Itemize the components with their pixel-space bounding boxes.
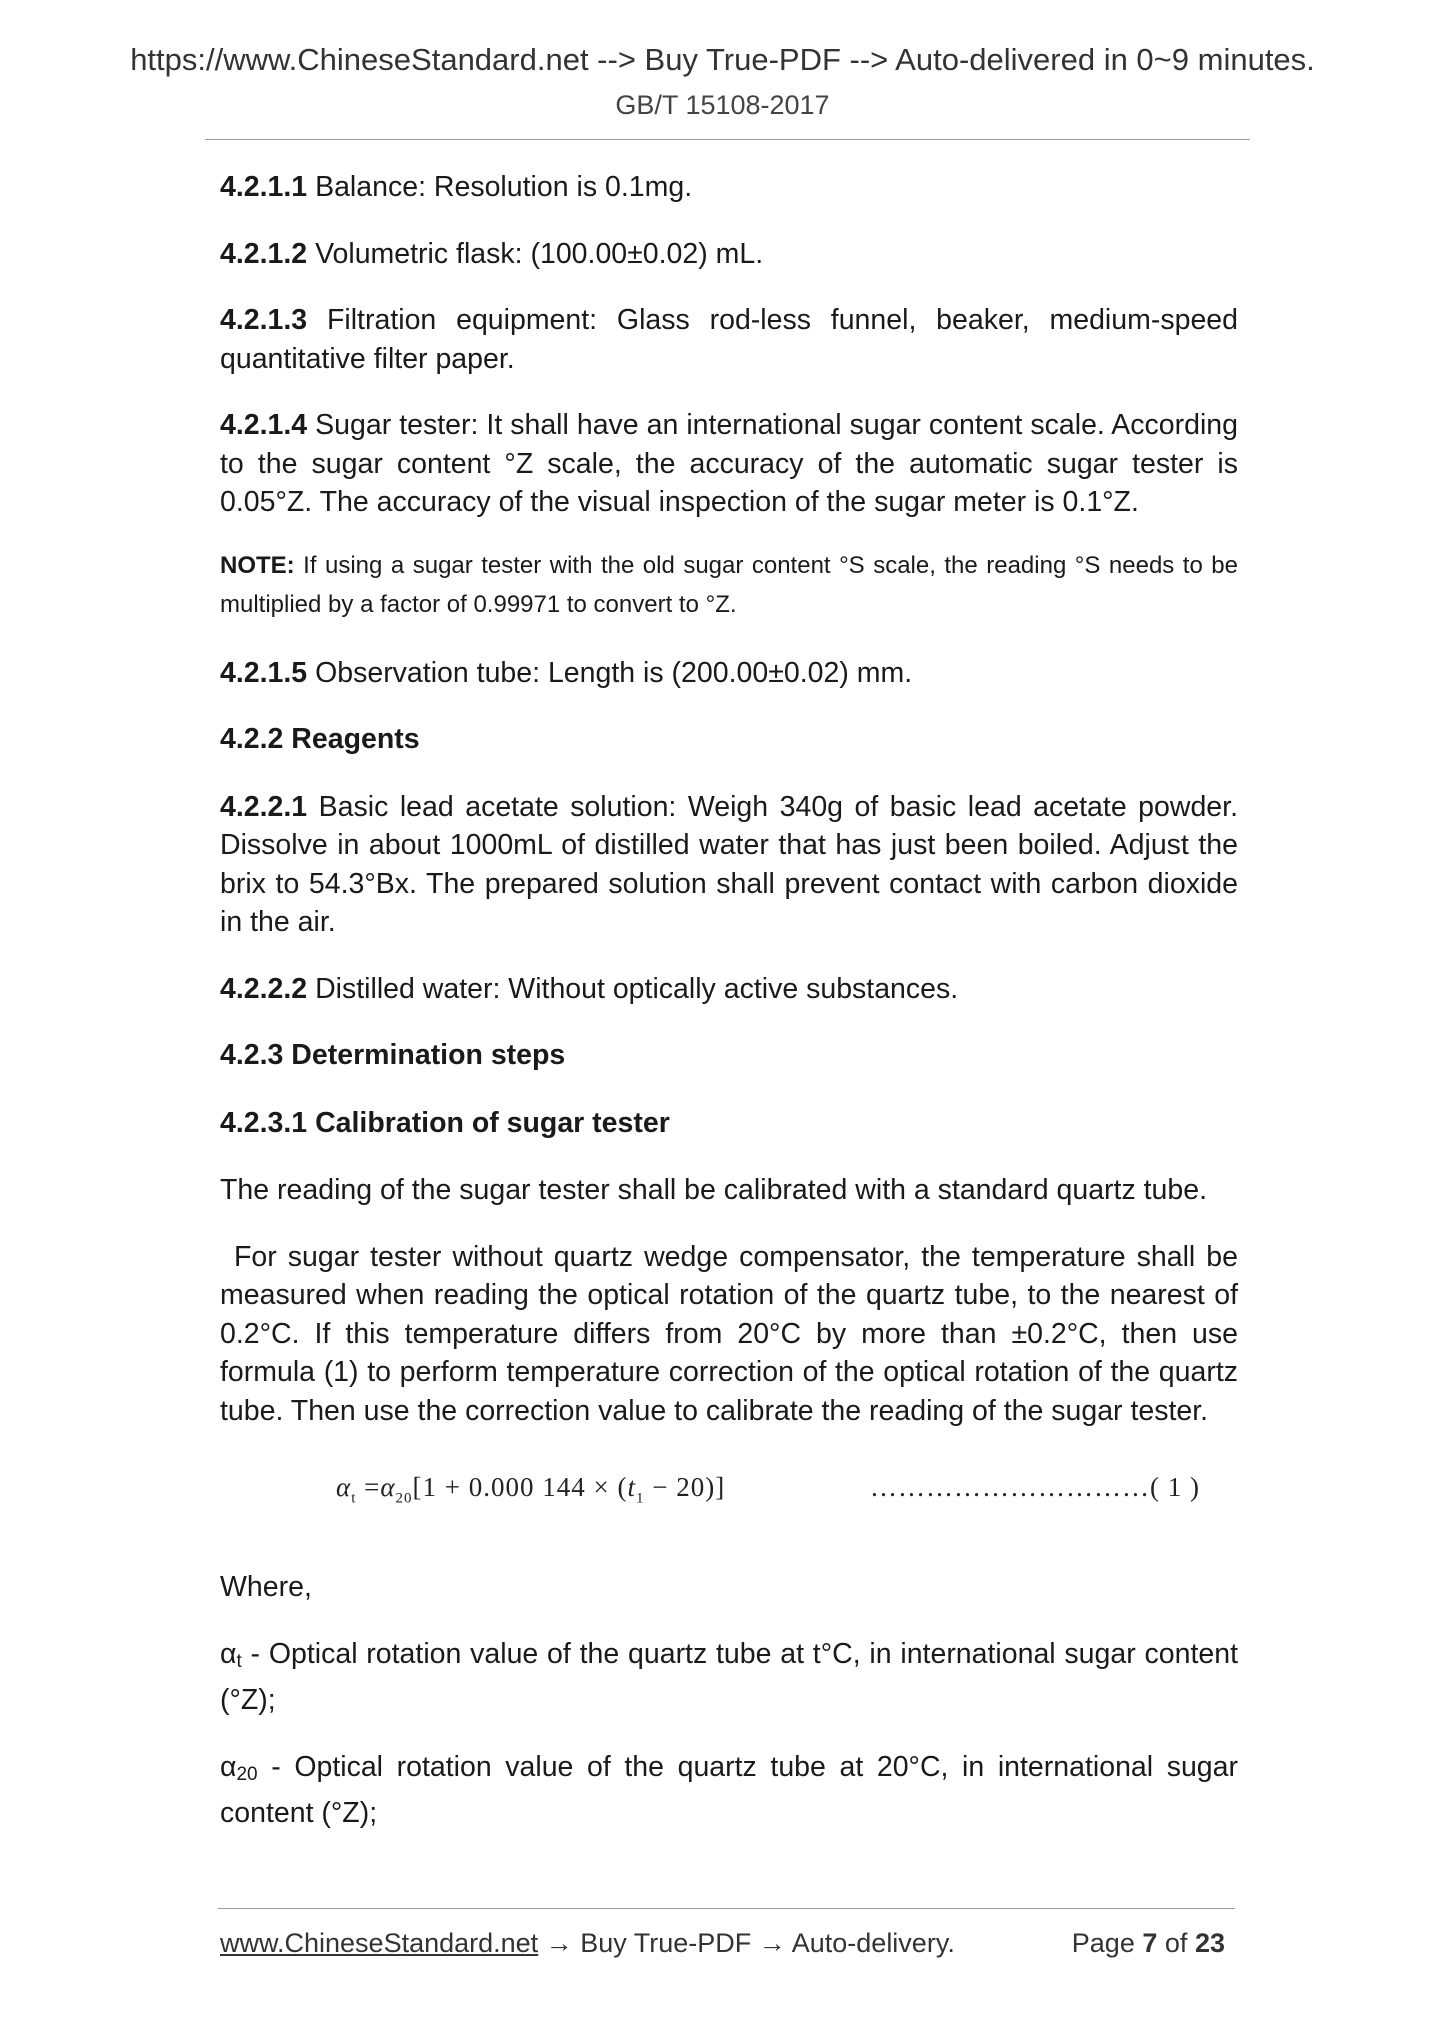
calibration-intro: The reading of the sugar tester shall be calibrated with a standard quartz tube. [220, 1174, 1208, 1206]
page-indicator [1072, 1928, 1225, 1959]
calibration-paragraph: For sugar tester without quartz wedge compensator, the temperature shall be measured when reading the optical rotation of the quartz tube, to the nearest of 0.2°C. If this temperature differs from 20°C by more than ±0.2°C, then use formula (1) to perform temperature correction of the optical rotation of the quartz tube. Then use the correction value to calibrate the reading of the sugar tester. [220, 1240, 1238, 1427]
page-content [220, 168, 1238, 1861]
clause-text: Sugar tester: It shall have an international sugar content scale. According to the sugar content °Z scale, the accuracy of the automatic sugar tester is 0.05°Z. The accuracy of the visual inspection of the sugar meter is 0.1°Z. [220, 409, 1238, 518]
definition-subscript: t [236, 1650, 242, 1672]
clause-4-2-1-4 [220, 406, 1238, 522]
of-label: of [1164, 1928, 1188, 1958]
clause-text: Balance: Resolution is 0.1mg. [307, 171, 693, 203]
definition-text: - Optical rotation value of the quartz tube at 20°C, in international sugar content (°Z); [220, 1750, 1238, 1829]
formula-subscript: 1 [635, 1490, 645, 1507]
formula-expression [336, 1472, 725, 1507]
page-label: Page [1071, 1928, 1135, 1958]
formula-symbol: t [627, 1472, 636, 1502]
definition-symbol: α [220, 1637, 237, 1670]
clause-4-2-1-3 [220, 301, 1238, 378]
clause-text: Filtration equipment: Glass rod-less funnel, beaker, medium-speed quantitative filter paper. [220, 304, 1238, 375]
clause-text: Observation tube: Length is (200.00±0.02) mm. [307, 656, 913, 689]
definition-symbol: α [220, 1750, 237, 1783]
clause-text: Basic lead acetate solution: Weigh 340g of basic lead acetate powder. Dissolve in about 1000mL of distilled water that has just been boiled. Adjust the brix to 54.3°Bx. The prepared solution shall prevent contact with carbon dioxide in the air. [220, 790, 1238, 938]
clause-number: 4.2.1.5 [220, 656, 308, 689]
clause-4-2-1-5 [220, 654, 1238, 693]
formula-subscript: 20 [395, 1490, 413, 1507]
formula-term: [1 + 0.000 144 × ( [412, 1472, 628, 1502]
heading-determination-steps: 4.2.3 Determination steps [220, 1039, 566, 1071]
formula-subscript: t [351, 1490, 357, 1507]
clause-text: Distilled water: Without optically active substances. [307, 972, 959, 1005]
note-label: NOTE: [220, 551, 295, 579]
page-number: 7 [1142, 1928, 1158, 1958]
clause-4-2-2-2 [220, 970, 1238, 1009]
definition-subscript: 20 [236, 1763, 258, 1785]
header-divider [205, 139, 1250, 140]
footer-link[interactable]: www.ChineseStandard.net [220, 1928, 539, 1958]
where-label: Where, [220, 1571, 312, 1603]
definition-text: - Optical rotation value of the quartz tube at t°C, in international sugar content (°Z); [220, 1637, 1238, 1716]
clause-number: 4.2.2.1 [220, 790, 308, 823]
definition-alpha-20 [220, 1748, 1238, 1833]
formula-term: − 20)] [644, 1472, 726, 1502]
formula-equals: = [356, 1472, 381, 1502]
clause-number: 4.2.2.2 [220, 972, 308, 1005]
heading-reagents: 4.2.2 Reagents [220, 723, 420, 755]
note-text: If using a sugar tester with the old sugar content °S scale, the reading °S needs to be multiplied by a factor of 0.99971 to convert to °Z. [220, 551, 1238, 618]
clause-4-2-1-1 [220, 168, 1238, 207]
standard-code: GB/T 15108-2017 [615, 90, 830, 120]
clause-number: 4.2.1.2 [220, 237, 308, 270]
clause-number: 4.2.1.4 [220, 409, 308, 441]
formula-1 [220, 1458, 1238, 1528]
page-total: 23 [1194, 1928, 1225, 1958]
definition-alpha-t [220, 1635, 1238, 1720]
clause-4-2-1-2 [220, 235, 1238, 274]
formula-number: …………………………( 1 ) [870, 1472, 1200, 1502]
clause-4-2-2-1 [220, 788, 1238, 942]
formula-symbol: α [336, 1472, 352, 1502]
clause-number: 4.2.1.3 [220, 304, 308, 336]
clause-text: Volumetric flask: (100.00±0.02) mL. [307, 237, 764, 270]
formula-symbol: α [380, 1472, 396, 1502]
clause-number: 4.2.1.1 [220, 171, 308, 203]
top-banner: https://www.ChineseStandard.net --> Buy True-PDF --> Auto-delivered in 0~9 minutes. [130, 42, 1315, 77]
footer-divider [218, 1908, 1235, 1909]
heading-calibration: 4.2.3.1 Calibration of sugar tester [220, 1106, 670, 1139]
footer [220, 1928, 1235, 1959]
note [220, 546, 1238, 624]
footer-tail: → Buy True-PDF → Auto-delivery. [538, 1928, 955, 1958]
